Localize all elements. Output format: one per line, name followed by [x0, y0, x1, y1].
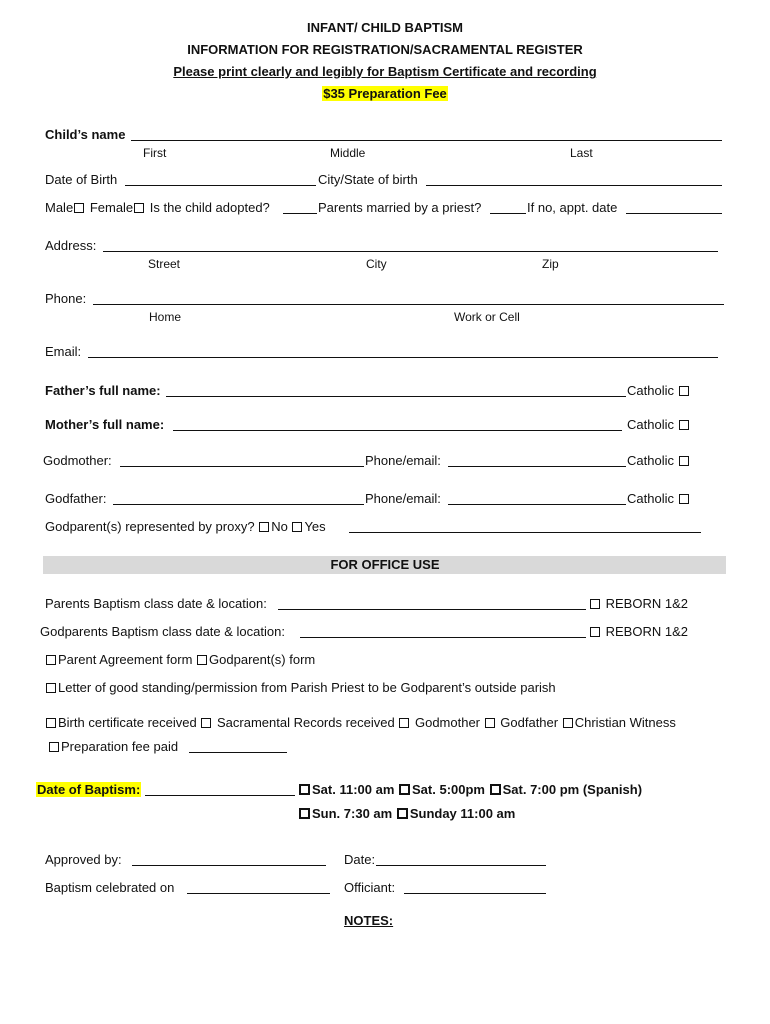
- form-subtitle: INFORMATION FOR REGISTRATION/SACRAMENTAL REGISTER: [187, 42, 583, 57]
- dob-field[interactable]: [125, 185, 316, 186]
- sun11-checkbox[interactable]: [397, 808, 408, 819]
- parents-class-label: Parents Baptism class date & location:: [45, 596, 267, 611]
- mother-catholic: [627, 417, 691, 433]
- birth-cert-checkbox[interactable]: [46, 718, 56, 728]
- parents-reborn-checkbox[interactable]: [590, 599, 600, 609]
- sacramental-label: Sacramental Records received: [216, 715, 395, 730]
- dob-label: Date of Birth: [45, 172, 118, 187]
- godparent-form-label: Godparent(s) form: [209, 652, 316, 667]
- city-caption: City: [366, 257, 387, 271]
- witness-label: Christian Witness: [574, 715, 676, 730]
- mother-catholic-checkbox[interactable]: [679, 420, 689, 430]
- godfather-label: Godfather:: [45, 491, 107, 506]
- form-instruction: Please print clearly and legibly for Baptism Certificate and recording: [173, 64, 597, 79]
- child-name-label: Child’s name: [45, 127, 126, 142]
- father-catholic-checkbox[interactable]: [679, 386, 689, 396]
- office-use-heading: FOR OFFICE USE: [330, 557, 440, 572]
- celebrated-label: Baptism celebrated on: [45, 880, 175, 895]
- godmother-catholic-label: Catholic: [627, 453, 674, 468]
- godparents-class-field[interactable]: [300, 637, 586, 638]
- appt-date-field[interactable]: [626, 213, 722, 214]
- proxy-label: Godparent(s) represented by proxy?: [45, 519, 255, 534]
- birth-cert-label: Birth certificate received: [58, 715, 197, 730]
- letter-row: [45, 680, 556, 696]
- male-label: Male: [45, 200, 74, 215]
- officiant-label: Officiant:: [344, 880, 396, 895]
- adopted-field[interactable]: [283, 213, 317, 214]
- godparents-reborn: [589, 624, 688, 640]
- godmother-catholic-checkbox[interactable]: [679, 456, 689, 466]
- forms-row: [45, 652, 315, 668]
- email-field[interactable]: [88, 357, 718, 358]
- proxy-field[interactable]: [349, 532, 701, 533]
- sat5-checkbox[interactable]: [399, 784, 410, 795]
- letter-label: Letter of good standing/permission from Parish Priest to be Godparent’s outside parish: [58, 680, 556, 695]
- parent-agreement-checkbox[interactable]: [46, 655, 56, 665]
- fee-paid-row: [48, 739, 178, 755]
- records-godfather-label: Godfather: [500, 715, 559, 730]
- married-field[interactable]: [490, 213, 526, 214]
- proxy-no-label: No: [271, 519, 288, 534]
- godparents-reborn-checkbox[interactable]: [590, 627, 600, 637]
- godmother-catholic: [627, 453, 691, 469]
- godparents-class-label: Godparents Baptism class date & location:: [40, 624, 285, 639]
- godfather-field[interactable]: [113, 504, 364, 505]
- fee-paid-checkbox[interactable]: [49, 742, 59, 752]
- phone-label: Phone:: [45, 291, 87, 306]
- sun730-checkbox[interactable]: [299, 808, 310, 819]
- godparent-form-checkbox[interactable]: [197, 655, 207, 665]
- godmother-field[interactable]: [120, 466, 364, 467]
- proxy-yes-checkbox[interactable]: [292, 522, 302, 532]
- father-label: Father’s full name:: [45, 383, 161, 398]
- female-checkbox[interactable]: [134, 203, 144, 213]
- adopted-label: Is the child adopted?: [149, 200, 270, 215]
- sun730-label: Sun. 7:30 am: [312, 806, 393, 821]
- sat7-label: Sat. 7:00 pm (Spanish): [502, 782, 643, 797]
- records-godmother-checkbox[interactable]: [399, 718, 409, 728]
- male-checkbox[interactable]: [74, 203, 84, 213]
- sat5-label: Sat. 5:00pm: [412, 782, 485, 797]
- birthplace-label: City/State of birth: [318, 172, 418, 187]
- last-name-caption: Last: [570, 146, 593, 160]
- godmother-phone-label: Phone/email:: [365, 453, 441, 468]
- fee-paid-label: Preparation fee paid: [61, 739, 179, 754]
- godparents-reborn-label: REBORN 1&2: [605, 624, 688, 639]
- father-catholic-label: Catholic: [627, 383, 674, 398]
- street-caption: Street: [148, 257, 181, 271]
- child-name-field[interactable]: [131, 140, 722, 141]
- address-field[interactable]: [103, 251, 718, 252]
- parents-reborn-label: REBORN 1&2: [605, 596, 688, 611]
- signoff-date-label: Date:: [344, 852, 376, 867]
- records-godfather-checkbox[interactable]: [485, 718, 495, 728]
- approved-label: Approved by:: [45, 852, 122, 867]
- sat11-checkbox[interactable]: [299, 784, 310, 795]
- celebrated-field[interactable]: [187, 893, 330, 894]
- godmother-phone-field[interactable]: [448, 466, 626, 467]
- godmother-label: Godmother:: [43, 453, 112, 468]
- letter-checkbox[interactable]: [46, 683, 56, 693]
- proxy-row: [45, 519, 326, 535]
- middle-name-caption: Middle: [330, 146, 366, 160]
- godfather-catholic: [627, 491, 691, 507]
- records-godmother-label: Godmother: [414, 715, 481, 730]
- zip-caption: Zip: [542, 257, 559, 271]
- proxy-yes-label: Yes: [304, 519, 326, 534]
- address-label: Address:: [45, 238, 97, 253]
- baptism-date-label-wrap: [36, 782, 141, 798]
- saturday-times: [298, 782, 642, 798]
- first-name-caption: First: [143, 146, 167, 160]
- birthplace-field[interactable]: [426, 185, 722, 186]
- appt-date-label: If no, appt. date: [527, 200, 618, 215]
- records-row: [45, 715, 676, 731]
- approved-field[interactable]: [132, 865, 326, 866]
- godfather-phone-label: Phone/email:: [365, 491, 441, 506]
- sat11-label: Sat. 11:00 am: [312, 782, 395, 797]
- sat7-checkbox[interactable]: [490, 784, 501, 795]
- baptism-date-field[interactable]: [145, 795, 295, 796]
- godfather-catholic-checkbox[interactable]: [679, 494, 689, 504]
- fee-text: $35 Preparation Fee: [323, 86, 447, 101]
- notes-label: NOTES:: [344, 913, 394, 928]
- form-title: INFANT/ CHILD BAPTISM: [307, 20, 463, 35]
- father-catholic: [627, 383, 691, 399]
- officiant-field[interactable]: [404, 893, 546, 894]
- fee-paid-field[interactable]: [189, 752, 287, 753]
- sacramental-checkbox[interactable]: [201, 718, 211, 728]
- sex-adoption-row: [45, 200, 270, 216]
- godfather-phone-field[interactable]: [448, 504, 626, 505]
- mother-field[interactable]: [173, 430, 622, 431]
- home-caption: Home: [149, 310, 182, 324]
- father-field[interactable]: [166, 396, 626, 397]
- proxy-no-checkbox[interactable]: [259, 522, 269, 532]
- witness-checkbox[interactable]: [563, 718, 573, 728]
- sun11-label: Sunday 11:00 am: [409, 806, 516, 821]
- parents-class-field[interactable]: [278, 609, 586, 610]
- female-label: Female: [89, 200, 134, 215]
- parent-agreement-label: Parent Agreement form: [58, 652, 193, 667]
- married-label: Parents married by a priest?: [318, 200, 482, 215]
- email-label: Email:: [45, 344, 82, 359]
- phone-field[interactable]: [93, 304, 724, 305]
- signoff-date-field[interactable]: [376, 865, 546, 866]
- fee-banner: [0, 86, 770, 102]
- parents-reborn: [589, 596, 688, 612]
- sunday-times: [298, 806, 515, 822]
- mother-label: Mother’s full name:: [45, 417, 165, 432]
- godfather-catholic-label: Catholic: [627, 491, 674, 506]
- mother-catholic-label: Catholic: [627, 417, 674, 432]
- work-caption: Work or Cell: [454, 310, 520, 324]
- baptism-date-label: Date of Baptism:: [37, 782, 141, 797]
